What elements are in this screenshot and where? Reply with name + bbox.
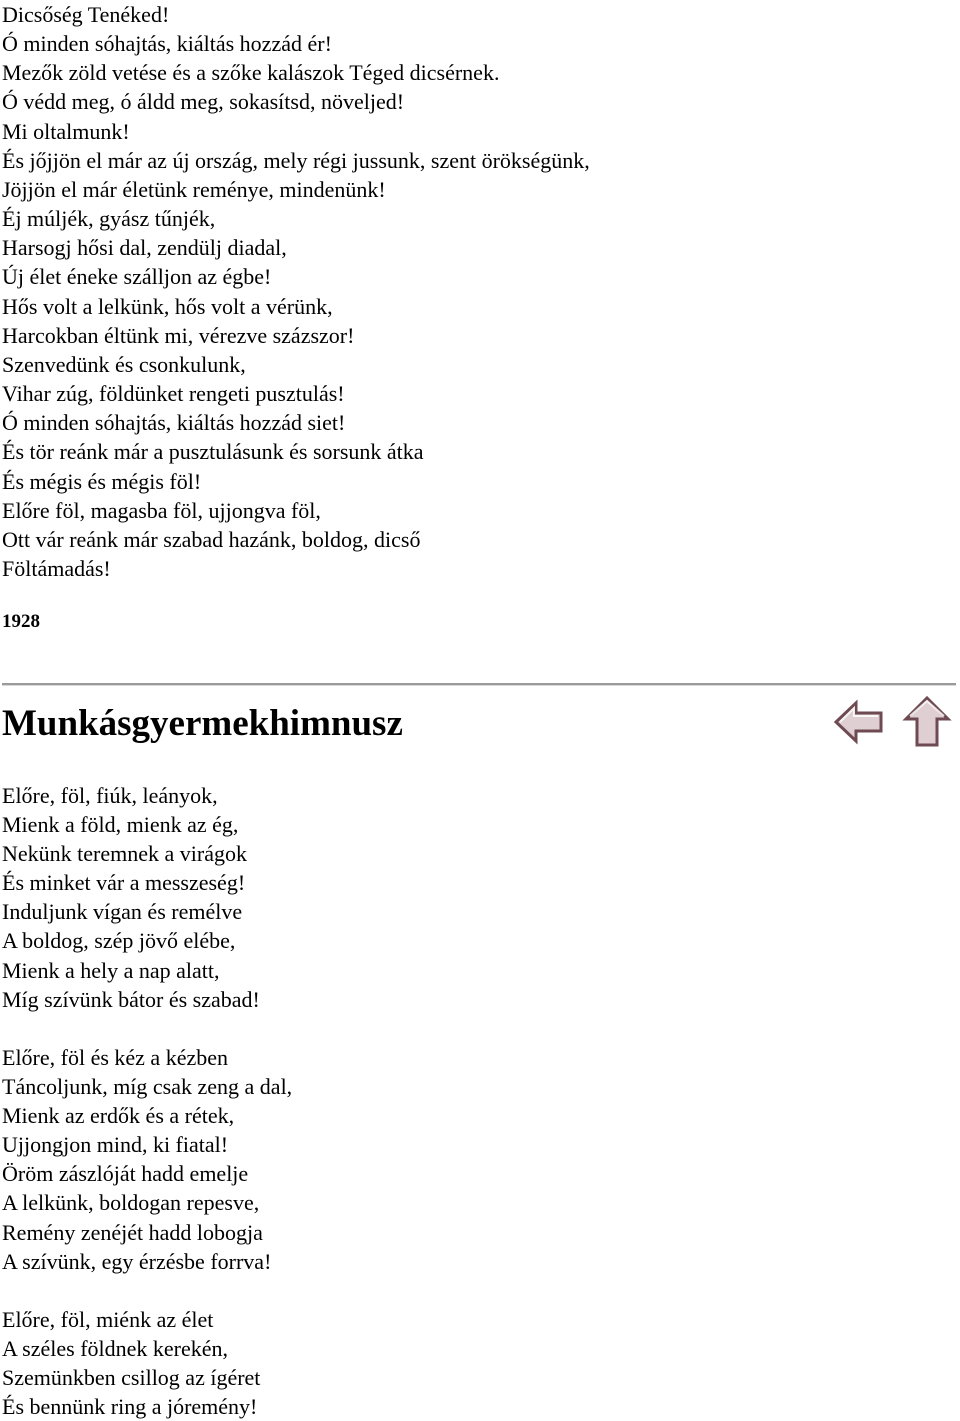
verse-line: A boldog, szép jövő elébe, xyxy=(2,928,236,954)
verse-line: És minket vár a messzeség! xyxy=(2,870,246,896)
verse-line: Ó minden sóhajtás, kiáltás hozzád ér! xyxy=(2,31,332,57)
verse-line: A lelkünk, boldogan repesve, xyxy=(2,1190,260,1216)
verse-line: Szenvedünk és csonkulunk, xyxy=(2,351,246,377)
verse-line: Harcokban éltünk mi, vérezve százszor! xyxy=(2,322,355,348)
verse-line: Előre, föl és kéz a kézben xyxy=(2,1045,228,1070)
verse-line: És bennünk ring a jóremény! xyxy=(2,1394,258,1420)
verse-line: És tör reánk már a pusztulásunk és sorsunk átka xyxy=(2,439,424,465)
previous-poem-verse xyxy=(2,0,590,583)
verse-line: Előre, föl, fiúk, leányok, xyxy=(2,783,218,808)
verse-line: És mégis és mégis föl! xyxy=(2,468,202,494)
verse-line: Szemünkben csillog az ígéret xyxy=(2,1365,261,1391)
verse-line: Dicsőség Tenéked! xyxy=(2,2,170,27)
verse-line: Ott vár reánk már szabad hazánk, boldog, dicső xyxy=(2,526,421,552)
poem-year: 1928 xyxy=(2,611,40,632)
verse-line: Harsogj hősi dal, zendülj diadal, xyxy=(2,235,287,261)
verse-line: Új élet éneke szálljon az égbe! xyxy=(2,264,272,290)
verse-line: Ó minden sóhajtás, kiáltás hozzád siet! xyxy=(2,410,346,436)
verse-line: És jőjjön el már az új ország, mely régi jussunk, szent örökségünk, xyxy=(2,147,590,173)
verse-line: Hős volt a lelkünk, hős volt a vérünk, xyxy=(2,293,333,319)
verse-line: A szívünk, egy érzésbe forrva! xyxy=(2,1248,272,1274)
verse-line: Vihar zúg, földünket rengeti pusztulás! xyxy=(2,381,345,407)
verse-line: Táncoljunk, míg csak zeng a dal, xyxy=(2,1074,293,1100)
horizontal-divider xyxy=(2,683,956,686)
verse-line: Remény zenéjét hadd lobogja xyxy=(2,1219,263,1245)
verse-line: Jöjjön el már életünk reménye, mindenünk! xyxy=(2,176,386,202)
verse-line: Előre, föl, miénk az élet xyxy=(2,1307,214,1332)
verse-line: Mienk az erdők és a rétek, xyxy=(2,1103,235,1129)
stanza xyxy=(2,781,260,1014)
verse-line: Mezők zöld vetése és a szőke kalászok Téged dicsérnek. xyxy=(2,60,500,86)
back-nav-link[interactable] xyxy=(832,695,886,749)
verse-line: Mienk a hely a nap alatt, xyxy=(2,957,220,983)
poem-title: Munkásgyermekhimnusz xyxy=(2,703,403,744)
verse-line: Előre föl, magasba föl, ujjongva föl, xyxy=(2,497,321,523)
verse-line: Mienk a föld, mienk az ég, xyxy=(2,812,239,838)
stanza xyxy=(2,1043,292,1276)
verse-line: Ó védd meg, ó áldd meg, sokasítsd, növeljed! xyxy=(2,89,405,115)
verse-line: Öröm zászlóját hadd emelje xyxy=(2,1161,249,1187)
verse-line: Éj múljék, gyász tűnjék, xyxy=(2,206,216,232)
verse-line: Föltámadás! xyxy=(2,555,111,581)
arrow-left-icon xyxy=(832,695,886,749)
stanza xyxy=(2,1305,260,1421)
verse-line: Mi oltalmunk! xyxy=(2,118,130,144)
verse-line: A széles földnek kerekén, xyxy=(2,1336,229,1362)
verse-line: Ujjongjon mind, ki fiatal! xyxy=(2,1132,229,1158)
verse-line: Nekünk teremnek a virágok xyxy=(2,841,247,867)
arrow-up-icon xyxy=(900,695,954,749)
up-nav-link[interactable] xyxy=(900,695,954,749)
verse-line: Induljunk vígan és remélve xyxy=(2,899,243,925)
verse-line: Míg szívünk bátor és szabad! xyxy=(2,986,260,1012)
